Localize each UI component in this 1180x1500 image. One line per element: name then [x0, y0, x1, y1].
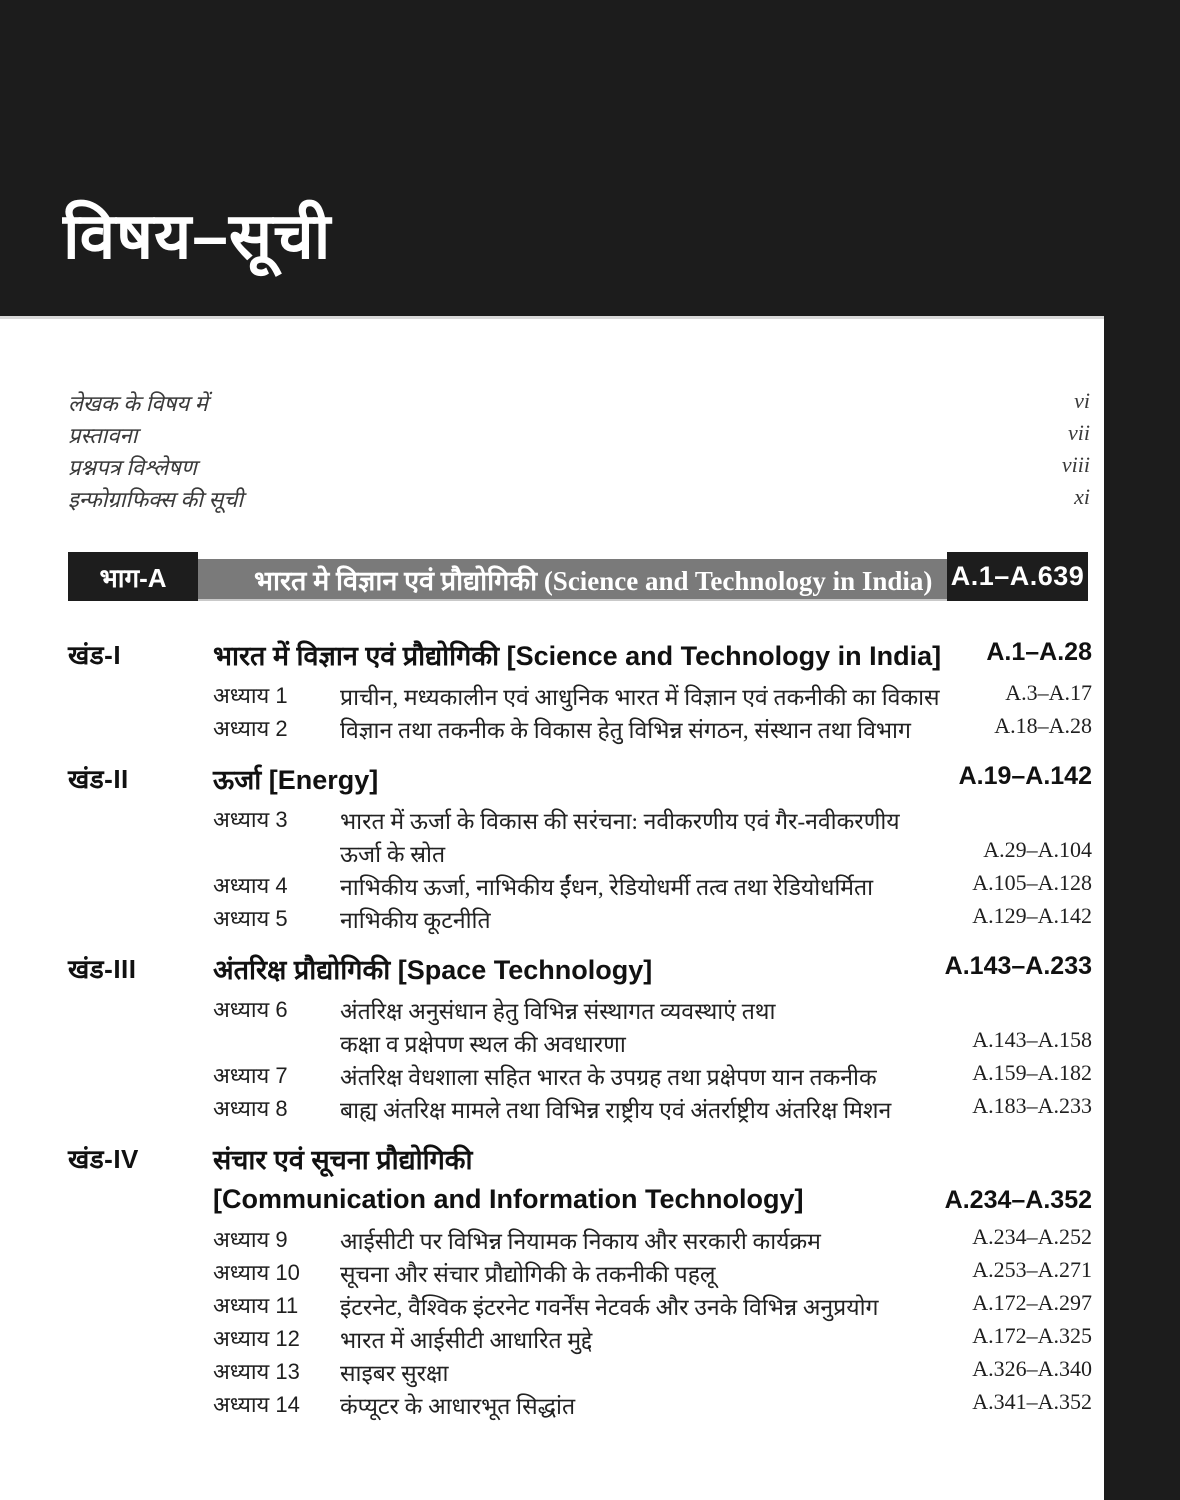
front-matter-page: vii — [1068, 420, 1090, 445]
chapter-row — [68, 1224, 1092, 1257]
part-label-box: भाग-A — [68, 552, 198, 601]
section-pages: A.143–A.233 — [944, 952, 1092, 980]
chapter-pages: A.172–A.325 — [972, 1323, 1092, 1348]
part-header-bar — [68, 552, 1088, 601]
chapter-title: साइबर सुरक्षा — [340, 1361, 449, 1386]
section-pages: A.234–A.352 — [944, 1186, 1092, 1214]
chapter-label: अध्याय 5 — [213, 906, 288, 931]
chapter-label: अध्याय 11 — [213, 1293, 299, 1318]
section-label: खंड-IV — [68, 1144, 139, 1174]
section-label: खंड-II — [68, 764, 129, 794]
chapter-title: अंतरिक्ष वेधशाला सहित भारत के उपग्रह तथा प्रक्षेपण यान तकनीक — [340, 1065, 877, 1090]
front-matter-label: प्रस्तावना — [68, 423, 138, 448]
front-matter-page: viii — [1061, 452, 1090, 477]
chapter-title: भारत में आईसीटी आधारित मुद्दे — [340, 1328, 593, 1353]
chapter-pages: A.3–A.17 — [1005, 680, 1092, 705]
chapter-label: अध्याय 2 — [213, 716, 288, 741]
chapter-pages: A.326–A.340 — [972, 1356, 1092, 1381]
front-matter-row — [68, 452, 1090, 484]
chapter-row — [68, 870, 1092, 903]
chapter-title: नाभिकीय कूटनीति — [340, 908, 491, 933]
page-title: विषय–सूची — [63, 200, 332, 272]
chapter-row — [68, 903, 1092, 936]
chapter-row — [68, 1323, 1092, 1356]
section-row-continuation — [68, 1184, 1092, 1224]
chapter-row — [68, 1389, 1092, 1422]
front-matter-page: vi — [1074, 388, 1090, 413]
part-title: भारत मे विज्ञान एवं प्रौद्योगिकी (Science and Technology in India) — [254, 565, 933, 596]
chapter-title: कंप्यूटर के आधारभूत सिद्धांत — [340, 1394, 576, 1419]
chapter-label: अध्याय 12 — [213, 1326, 300, 1351]
chapter-label: अध्याय 1 — [213, 683, 288, 708]
chapter-row — [68, 1290, 1092, 1323]
section-row — [68, 950, 1092, 994]
chapter-label: अध्याय 6 — [213, 997, 288, 1022]
chapter-title: अंतरिक्ष अनुसंधान हेतु विभिन्न संस्थागत व्यवस्थाएं तथा — [340, 999, 776, 1024]
right-black-border — [1104, 0, 1180, 1500]
chapter-pages: A.234–A.252 — [972, 1224, 1092, 1249]
section-label: खंड-I — [68, 640, 122, 670]
chapter-row — [68, 680, 1092, 713]
front-matter-list — [68, 388, 1090, 516]
front-matter-label: प्रश्नपत्र विश्लेषण — [68, 455, 197, 480]
chapter-title: नाभिकीय ऊर्जा, नाभिकीय ईंधन, रेडियोधर्मी तत्व तथा रेडियोधर्मिता — [340, 875, 874, 900]
chapter-row — [68, 713, 1092, 746]
chapter-row — [68, 1356, 1092, 1389]
chapter-title: भारत में ऊर्जा के विकास की सरंचना: नवीकरणीय एवं गैर-नवीकरणीय — [340, 809, 900, 834]
chapter-row-continuation — [68, 1027, 1092, 1060]
chapter-row — [68, 1257, 1092, 1290]
chapter-pages: A.143–A.158 — [972, 1027, 1092, 1052]
chapter-label: अध्याय 3 — [213, 807, 288, 832]
chapter-row — [68, 1093, 1092, 1126]
page-header-band — [0, 0, 1180, 319]
chapter-pages: A.18–A.28 — [994, 713, 1092, 738]
chapter-row — [68, 994, 1092, 1027]
chapter-title: इंटरनेट, वैश्विक इंटरनेट गवर्नेंस नेटवर्क और उनके विभिन्न अनुप्रयोग — [340, 1295, 879, 1320]
chapter-pages: A.105–A.128 — [972, 870, 1092, 895]
section-row — [68, 1140, 1092, 1184]
front-matter-label: इन्फोग्राफिक्स की सूची — [68, 487, 244, 512]
front-matter-row — [68, 420, 1090, 452]
chapter-pages: A.341–A.352 — [972, 1389, 1092, 1414]
chapter-label: अध्याय 9 — [213, 1227, 288, 1252]
front-matter-row — [68, 388, 1090, 420]
front-matter-page: xi — [1074, 484, 1090, 509]
chapter-pages: A.29–A.104 — [983, 837, 1092, 862]
section-pages: A.19–A.142 — [958, 762, 1092, 790]
chapter-pages: A.159–A.182 — [972, 1060, 1092, 1085]
part-pages-box: A.1–A.639 — [947, 552, 1088, 601]
chapter-title: विज्ञान तथा तकनीक के विकास हेतु विभिन्न संगठन, संस्थान तथा विभाग — [340, 718, 911, 743]
front-matter-label: लेखक के विषय में — [68, 391, 208, 416]
section-title: ऊर्जा [Energy] — [213, 765, 379, 795]
chapter-pages: A.183–A.233 — [972, 1093, 1092, 1118]
chapter-label: अध्याय 13 — [213, 1359, 300, 1384]
chapter-title-line2: ऊर्जा के स्रोत — [340, 842, 446, 867]
part-title-bar — [68, 559, 1088, 599]
chapter-title: सूचना और संचार प्रौद्योगिकी के तकनीकी पहलू — [340, 1262, 716, 1287]
section-pages: A.1–A.28 — [986, 638, 1092, 666]
chapter-label: अध्याय 14 — [213, 1392, 300, 1417]
chapter-row — [68, 804, 1092, 837]
chapter-pages: A.172–A.297 — [972, 1290, 1092, 1315]
chapter-label: अध्याय 4 — [213, 873, 288, 898]
chapter-title: बाह्य अंतरिक्ष मामले तथा विभिन्न राष्ट्रीय एवं अंतर्राष्ट्रीय अंतरिक्ष मिशन — [340, 1098, 892, 1123]
section-row — [68, 760, 1092, 804]
section-title: अंतरिक्ष प्रौद्योगिकी [Space Technology] — [213, 955, 653, 985]
chapter-pages: A.129–A.142 — [972, 903, 1092, 928]
chapter-pages: A.253–A.271 — [972, 1257, 1092, 1282]
section-title: संचार एवं सूचना प्रौद्योगिकी — [213, 1145, 473, 1175]
front-matter-row — [68, 484, 1090, 516]
chapter-label: अध्याय 10 — [213, 1260, 300, 1285]
chapter-row — [68, 1060, 1092, 1093]
chapter-row-continuation — [68, 837, 1092, 870]
chapter-title: प्राचीन, मध्यकालीन एवं आधुनिक भारत में विज्ञान एवं तकनीकी का विकास — [340, 685, 940, 710]
section-row — [68, 636, 1092, 680]
chapter-label: अध्याय 7 — [213, 1063, 288, 1088]
chapter-label: अध्याय 8 — [213, 1096, 288, 1121]
section-title: भारत में विज्ञान एवं प्रौद्योगिकी [Science and Technology in India] — [213, 641, 942, 671]
toc — [68, 636, 1092, 1422]
section-title-line2: [Communication and Information Technology] — [213, 1184, 804, 1214]
chapter-title: आईसीटी पर विभिन्न नियामक निकाय और सरकारी कार्यक्रम — [340, 1229, 821, 1254]
section-label: खंड-III — [68, 954, 137, 984]
chapter-title-line2: कक्षा व प्रक्षेपण स्थल की अवधारणा — [340, 1032, 626, 1057]
